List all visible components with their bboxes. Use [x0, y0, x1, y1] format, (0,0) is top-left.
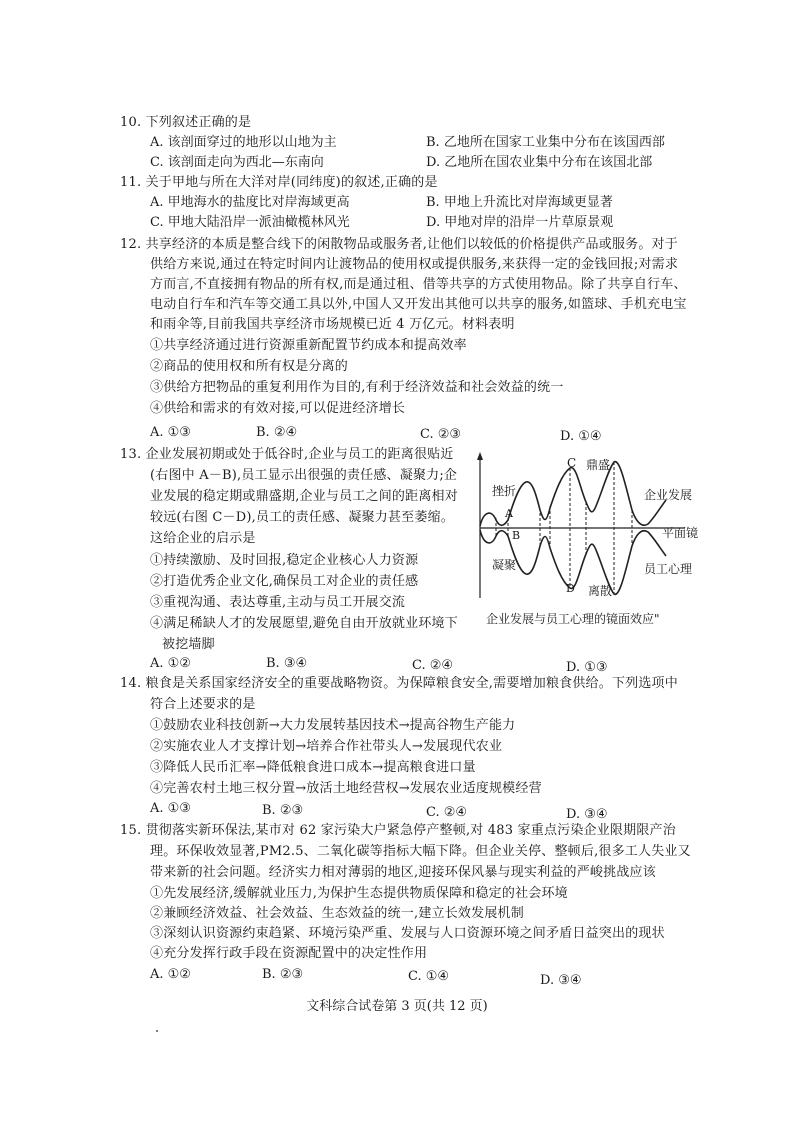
diagram-label-b: B — [512, 529, 521, 542]
scan-speck — [156, 1030, 158, 1032]
diagram-caption: 企业发展与员工心理的镜面效应" — [486, 612, 660, 626]
diagram-label-yuangong: 员工心理 — [644, 562, 693, 576]
q10-option-c: C. 该剖面走向为西北—东南向 — [150, 155, 324, 170]
q13-line: 较远(右图 C－D),员工的责任感、凝聚力甚至萎缩。 — [150, 510, 454, 525]
q15-option-c: C. ①④ — [408, 969, 450, 984]
q13-item: ①持续激励、及时回报,稳定企业核心人力资源 — [150, 553, 419, 568]
q12-item: ④供给和需求的有效对接,可以促进经济增长 — [150, 401, 406, 416]
axis-arrow-icon — [477, 452, 483, 460]
q10-option-a: A. 该剖面穿过的地形以山地为主 — [150, 135, 337, 150]
q15-item: ②兼顾经济效益、社会效益、生态效益的统一,建立长效发展机制 — [150, 906, 524, 921]
diagram-label-pingmianjing: 平面镜 — [662, 526, 699, 540]
q10-option-b: B. 乙地所在国家工业集中分布在该国西部 — [426, 135, 665, 150]
q12-option-b: B. ②④ — [256, 425, 298, 440]
q15-item: ③深刻认识资源约束趋紧、环境污染严重、发展与人口资源环境之间矛盾日益突出的现状 — [150, 926, 665, 941]
q14-line: 14. 粮食是关系国家经济安全的重要战略物资。为保障粮食安全,需要增加粮食供给。下列选项中 — [120, 676, 678, 691]
q14-option-d: D. ③④ — [566, 807, 608, 822]
q11-stem: 11. 关于甲地与所在大洋对岸(同纬度)的叙述,正确的是 — [120, 175, 438, 190]
q11-option-b: B. 甲地上升流比对岸海域更显著 — [426, 195, 613, 210]
q14-item: ①鼓励农业科技创新→大力发展转基因技术→提高谷物生产能力 — [150, 718, 516, 733]
q14-option-b: B. ②③ — [262, 803, 304, 818]
q11-option-c: C. 甲地大陆沿岸一派油橄榄林风光 — [150, 215, 350, 230]
q13-option-a: A. ①② — [150, 656, 191, 671]
q13-line: 13. 企业发展初期或处于低谷时,企业与员工的距离很贴近 — [120, 447, 454, 462]
q12-option-c: C. ②③ — [420, 427, 462, 442]
q15-item: ④充分发挥行政手段在资源配置中的决定性作用 — [150, 946, 428, 961]
q10-option-d: D. 乙地所在国农业集中分布在该国北部 — [426, 155, 653, 170]
q14-item: ②实施农业人才支撑计划→培养合作社带头人→发展现代农业 — [150, 739, 503, 754]
q15-option-a: A. ①② — [150, 967, 191, 982]
q12-line: 电动自行车和汽车等交通工具以外,中国人又开发出其他可以共享的服务,如篮球、手机充电宝 — [150, 297, 687, 312]
q14-option-a: A. ①③ — [150, 801, 191, 816]
q14-line: 符合上述要求的是 — [150, 697, 256, 712]
q13-item: ②打造优秀企业文化,确保员工对企业的责任感 — [150, 574, 419, 589]
q13-option-c: C. ②④ — [412, 658, 454, 673]
q10-stem: 10. 下列叙述正确的是 — [120, 115, 252, 130]
q15-item: ①先发展经济,缓解就业压力,为保护生态提供物质保障和稳定的社会环境 — [150, 886, 568, 901]
q12-line: 和雨伞等,目前我国共享经济市场规模已近 4 万亿元。材料表明 — [150, 317, 515, 332]
q15-option-d: D. ③④ — [540, 973, 582, 988]
q12-line: 供给方来说,通过在特定时间内让渡物品的使用权或提供服务,来获得一定的金钱回报;对需求 — [150, 257, 679, 272]
q15-option-b: B. ②③ — [262, 967, 304, 982]
q15-line: 理。环保收效显著,PM2.5、二氧化碳等指标大幅下降。但企业关停、整顿后,很多工人失业又 — [150, 844, 691, 859]
q13-item: ③重视沟通、表达尊重,主动与员工开展交流 — [150, 595, 406, 610]
q15-line: 带来新的社会问题。经济实力相对薄弱的地区,迎接环保风暴与现实利益的严峻挑战应该 — [150, 865, 656, 880]
q12-line: 方而言,不直接拥有物品的所有权,而是通过租、借等共享的方式使用物品。除了共享自行车、 — [150, 277, 687, 292]
q13-item: ④满足稀缺人才的发展愿望,避免自由开放就业环境下 — [150, 616, 458, 631]
q13-line: (右图中 A－B),员工显示出很强的责任感、凝聚力;企 — [150, 468, 458, 483]
q12-item: ②商品的使用权和所有权是分离的 — [150, 359, 349, 374]
q12-item: ③供给方把物品的重复利用作为目的,有利于经济效益和社会效益的统一 — [150, 380, 564, 395]
q12-item: ①共享经济通过进行资源重新配置节约成本和提高效率 — [150, 338, 467, 353]
diagram-label-dingsheng: 鼎盛 — [586, 458, 611, 472]
diagram-label-a: A — [505, 507, 513, 520]
q14-option-c: C. ②④ — [426, 805, 468, 820]
q11-option-a: A. 甲地海水的盐度比对岸海域更高 — [150, 195, 350, 210]
q12-option-d: D. ①④ — [560, 429, 602, 444]
q12-option-a: A. ①③ — [150, 425, 191, 440]
q13-option-d: D. ①③ — [566, 660, 608, 675]
q13-option-b: B. ③④ — [266, 656, 308, 671]
diagram-label-ningju: 凝聚 — [492, 558, 517, 572]
page-footer: 文科综合试卷第 3 页(共 12 页) — [306, 999, 488, 1014]
diagram-label-d: D — [566, 582, 575, 595]
q13-item: 被挖墙脚 — [162, 637, 215, 652]
diagram-label-c: C — [567, 456, 577, 470]
q11-option-d: D. 甲地对岸的沿岸一片草原景观 — [426, 215, 614, 230]
q13-line: 这给企业的启示是 — [150, 531, 256, 546]
q15-line: 15. 贯彻落实新环保法,某市对 62 家污染大户紧急停产整顿,对 483 家重点污染企业限期限产治 — [120, 823, 676, 838]
diagram-label-lisan: 离散 — [588, 584, 613, 598]
diagram-label-qiye: 企业发展 — [644, 488, 693, 502]
q14-item: ④完善农村土地三权分置→放活土地经营权→发展农业适度规模经营 — [150, 781, 542, 796]
q13-line: 业发展的稳定期或鼎盛期,企业与员工之间的距离相对 — [150, 489, 458, 504]
diagram-label-cuozhe: 挫折 — [492, 484, 517, 498]
q12-line: 12. 共享经济的本质是整合线下的闲散物品或服务者,让他们以较低的价格提供产品或服务。对于 — [120, 237, 678, 252]
q14-item: ③降低人民币汇率→降低粮食进口成本→提高粮食进口量 — [150, 760, 476, 775]
